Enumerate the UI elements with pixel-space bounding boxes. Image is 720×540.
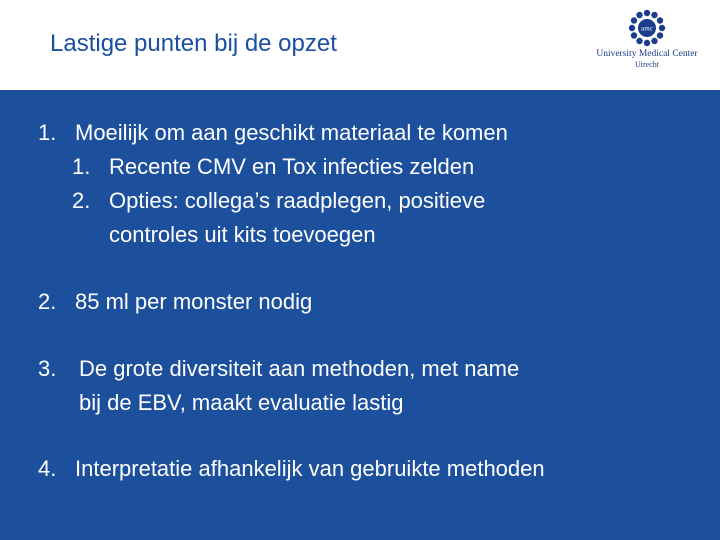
sub-item-text: Recente CMV en Tox infecties zelden: [109, 154, 475, 179]
item-text: De grote diversiteit aan methoden, met name: [79, 356, 520, 381]
sub-item-1-2-continuation: controles uit kits toevoegen: [109, 222, 376, 247]
list-item-2: [38, 289, 313, 315]
item-number: 4.: [38, 456, 57, 481]
list-item-3-continuation: bij de EBV, maakt evaluatie lastig: [79, 390, 404, 415]
slide-header: [0, 0, 720, 90]
sub-item-number: 1.: [72, 154, 91, 179]
logo-city: Utrecht: [635, 60, 659, 69]
sub-item-1-1: [72, 154, 475, 180]
sub-item-number: 2.: [72, 188, 91, 213]
umc-utrecht-logo: [592, 8, 702, 70]
logo-institution-name: University Medical Center: [596, 49, 698, 59]
item-text: Moeilijk om aan geschikt materiaal te komen: [75, 120, 508, 145]
sub-item-1-2: [72, 188, 486, 214]
list-item-4: [38, 456, 545, 482]
list-item-1: [38, 120, 508, 146]
sub-item-text: Opties: collega’s raadplegen, positieve: [109, 188, 486, 213]
umc-sunflower-icon: [627, 8, 667, 48]
slide-title: Lastige punten bij de opzet: [50, 30, 337, 57]
item-text: 85 ml per monster nodig: [75, 289, 313, 314]
logo-mark-text: umc: [641, 24, 653, 33]
item-text: Interpretatie afhankelijk van gebruikte methoden: [75, 456, 545, 481]
list-item-3: [38, 356, 520, 382]
item-number: 2.: [38, 289, 57, 314]
item-number: 3.: [38, 356, 57, 381]
item-number: 1.: [38, 120, 57, 145]
